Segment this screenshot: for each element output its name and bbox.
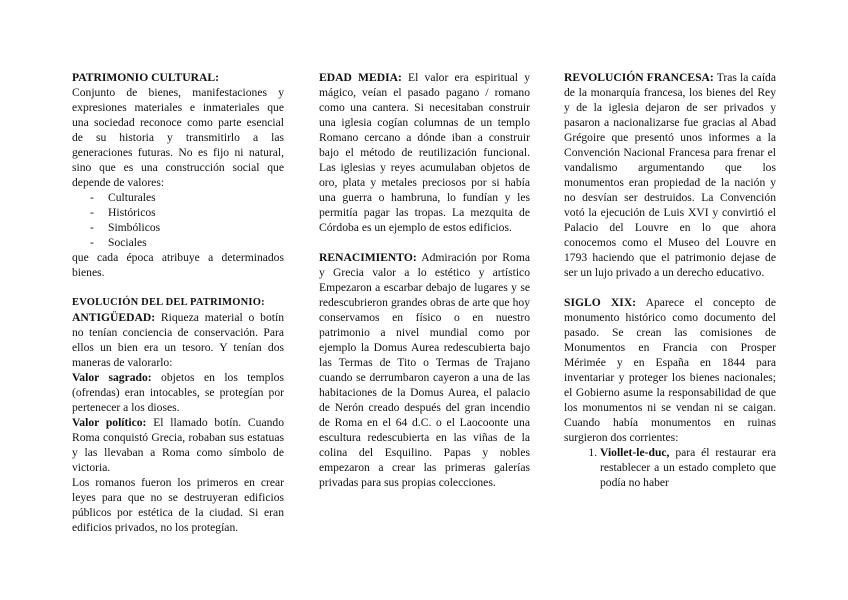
viollet-label: Viollet-le-duc, <box>600 446 670 459</box>
renacimiento-text: Admiración por Roma y Grecia valor a lo estético y artístico Empezaron a escarbar debajo de lugares y se redescubrieron grandes obras de arte que hoy conservamos en físico o en nuestro patrimonio a nivel mundial como por ejemplo la Domus Aurea redescubierta bajo las Termas de Tito o Termas de Trajano cuando se derrumbaron cayeron a una de las habitaciones de la Domus Aurea, el palacio de Nerón creado después del gran incendio de Roma en el 64 d.C. o el Laocoonte una escultura redescubierta en las viñas de la colina del Esquilino. Papas y nobles empezaron a crear las primeras galerías privadas para sus propias colecciones. <box>319 251 530 489</box>
sagrado-text: objetos en los templos (ofrendas) eran intocables, se protegían por pertenecer a los dioses. <box>72 371 284 414</box>
romanos-paragraph: Los romanos fueron los primeros en crear leyes para que no se destruyeran edificios públicos por estética de la ciudad. Si eran edificios privados, no los protegían. <box>72 476 284 534</box>
section-title-patrimonio: PATRIMONIO CULTURAL: <box>72 71 219 84</box>
list-item: - Culturales <box>90 190 284 205</box>
sagrado-label: Valor sagrado: <box>72 371 152 384</box>
edad-media-paragraph <box>319 70 530 235</box>
column-left <box>72 70 284 535</box>
politico-paragraph <box>72 415 284 475</box>
politico-text: El llamado botín. Cuando Roma conquistó Grecia, robaban sus estatuas y las llevaban a Roma como símbolo de victoria. <box>72 416 284 474</box>
revolucion-label: REVOLUCIÓN FRANCESA: <box>564 71 714 84</box>
antiguedad-label: ANTIGÜEDAD: <box>72 311 156 324</box>
viollet-text: para él restaurar era restablecer a un estado completo que podía no haber <box>600 446 776 489</box>
revolucion-text: Tras la caída de la monarquía francesa, los bienes del Rey y de la iglesia dejaron de ser privados y pasaron a nacionalizarse fue gracias al Abad Grégoire que presentó unos informes a la Convención Nacional Francesa para frenar el vandalismo argumentando que los monumentos eran propiedad de la nación y no desvían ser destruidos. La Convención votó la ejecución de Luis XVI y convirtió el Palacio del Louvre en lo que ahora conocemos como el Museo del Louvre en 1793 haciendo que el patrimonio dejase de ser un lujo privado a un derecho educativo. <box>564 71 776 279</box>
sagrado-paragraph <box>72 370 284 415</box>
column-middle <box>319 70 530 490</box>
politico-label: Valor político: <box>72 416 147 429</box>
renacimiento-label: RENACIMIENTO: <box>319 251 417 264</box>
siglo-xix-text: Aparece el concepto de monumento histórico como documento del pasado. Se crean las comisiones de Monumentos en Francia con Prosper Mérimée y en España en 1844 para inventariar y proteger los bienes nacionales; el Gobierno asume la responsabilidad de que los monumentos ni se vendan ni se caigan. Cuando había monumentos en ruinas surgieron dos corrientes: <box>564 296 776 444</box>
revolucion-paragraph <box>564 70 776 280</box>
list-item: - Sociales <box>90 235 284 250</box>
antiguedad-text: Riqueza material o botín no tenían conciencia de conservación. Para ellos un bien era un tesoro. Y tenían dos maneras de valorarlo: <box>72 311 284 369</box>
list-item: - Históricos <box>90 205 284 220</box>
section-title-evolucion: EVOLUCIÓN DEL DEL PATRIMONIO: <box>72 297 265 308</box>
renacimiento-paragraph <box>319 250 530 490</box>
siglo-xix-paragraph <box>564 295 776 445</box>
siglo-xix-label: SIGLO XIX: <box>564 296 637 309</box>
patrimonio-intro: Conjunto de bienes, manifestaciones y expresiones materiales e inmateriales que una sociedad reconoce como parte esencial de su historia y transmitirlo a las generaciones futuras. No es fijo ni natural, sino que es una construcción social que depende de valores: <box>72 86 284 189</box>
corrientes-list <box>564 445 776 490</box>
list-item <box>600 445 776 490</box>
antiguedad-paragraph <box>72 310 284 370</box>
patrimonio-outro: que cada época atribuye a determinados bienes. <box>72 251 284 279</box>
edad-media-label: EDAD MEDIA: <box>319 71 402 84</box>
list-item: - Simbólicos <box>90 220 284 235</box>
column-right <box>564 70 776 490</box>
edad-media-text: El valor era espiritual y mágico, veían el pasado pagano / romano como una cantera. Si necesitaban construir una iglesia cogían columnas de un templo Romano cercano a dónde iban a construir bajo el método de reutilización funcional. Las iglesias y reyes acumulaban objetos de oro, plata y metales preciosos por si había una guerra o hambruna, lo fundían y les permitía pagar las tropas. La mezquita de Córdoba es un ejemplo de estos edificios. <box>319 71 530 234</box>
values-list <box>72 190 284 250</box>
